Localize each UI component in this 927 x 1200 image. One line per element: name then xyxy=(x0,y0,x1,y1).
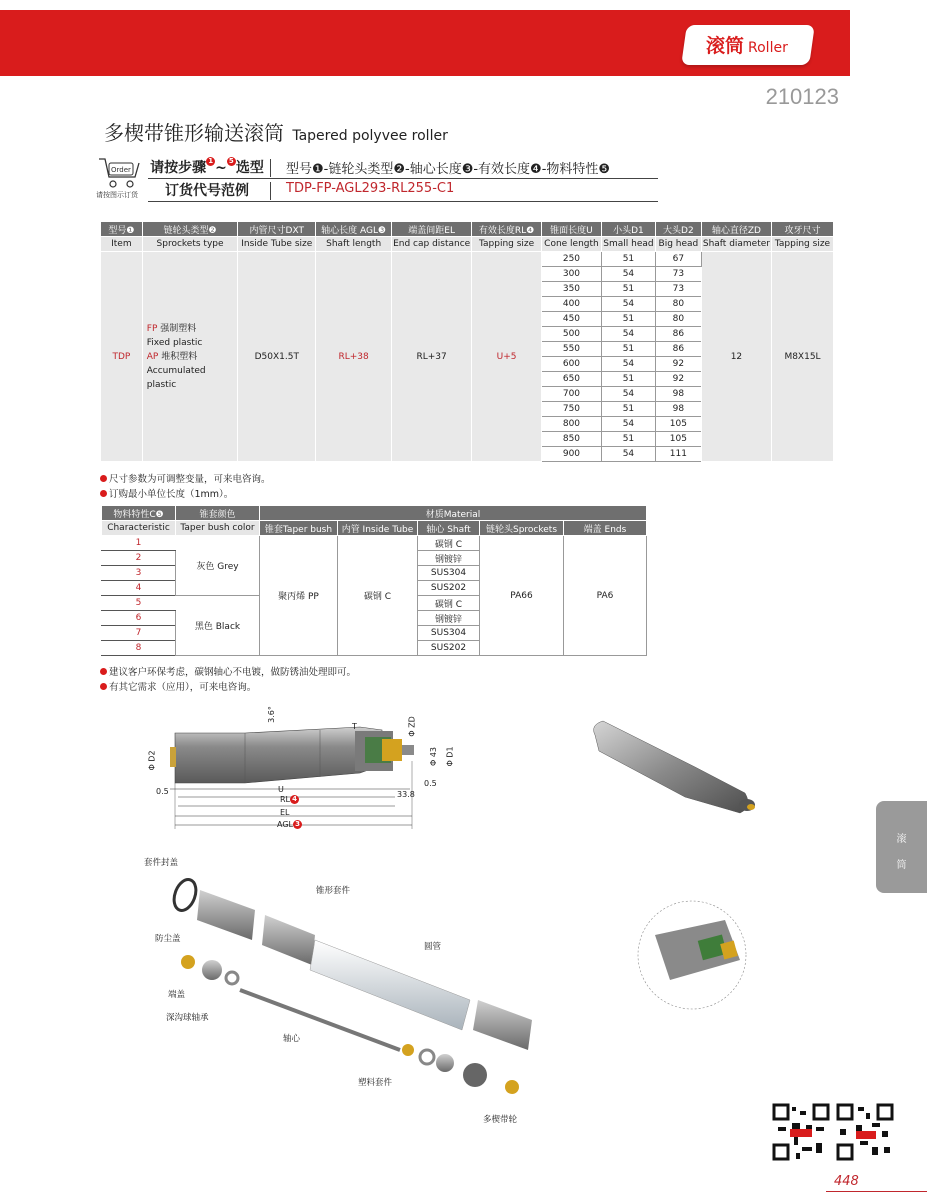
char-number: 3 xyxy=(102,566,176,581)
spec-header-en: Tapping size xyxy=(772,237,834,252)
shaft-material: 钢镀锌 xyxy=(418,611,480,626)
ends-material: PA6 xyxy=(564,536,647,656)
shaft-diameter-cell: 12 xyxy=(701,252,771,462)
note-item: 建议客户环保考虑，碳钢轴心不电镀，做防锈油处理即可。 xyxy=(100,664,356,679)
header-color: 锥套颜色 xyxy=(176,506,260,521)
catalog-code: 210123 xyxy=(765,84,839,109)
color-black: 黑色 Black xyxy=(176,596,260,656)
cone-length-cell: 550 xyxy=(541,342,601,357)
page-title: 多楔带锥形输送滚筒 Tapered polyvee roller xyxy=(104,121,448,145)
char-number: 2 xyxy=(102,551,176,566)
side-tab-text: 滚 筒 xyxy=(896,834,907,871)
part-label: 端盖 xyxy=(168,990,186,1000)
small-head-cell: 51 xyxy=(601,282,655,297)
dim-agl: AGL 3 xyxy=(277,820,302,829)
part-label: 多楔带轮 xyxy=(483,1115,518,1125)
dim-43: Φ 43 xyxy=(429,746,439,767)
dim-angle: 3.6° xyxy=(266,706,276,723)
dimension-drawing xyxy=(147,705,450,835)
spec-header-en: Sprockets type xyxy=(142,237,238,252)
cone-length-cell: 800 xyxy=(541,417,601,432)
big-head-cell: 92 xyxy=(655,372,701,387)
spec-header-cn: 锥面长度U xyxy=(541,222,601,237)
spec-header-cn: 轴心长度 AGL❸ xyxy=(316,222,392,237)
order-separator xyxy=(270,182,271,200)
page-number: 448 xyxy=(834,1174,859,1189)
spec-header-en: End cap distance xyxy=(392,237,472,252)
char-number: 8 xyxy=(102,641,176,656)
big-head-cell: 105 xyxy=(655,417,701,432)
spec-header-en: Shaft diameter xyxy=(701,237,771,252)
taper-bush-material: 聚丙烯 PP xyxy=(260,536,338,656)
shaft-material: 钢镀锌 xyxy=(418,551,480,566)
dim-d1: Φ D1 xyxy=(445,746,455,767)
small-head-cell: 54 xyxy=(601,357,655,372)
note-item: 订购最小单位长度（1mm）。 xyxy=(100,486,271,501)
spec-header-cn: 链轮头类型❷ xyxy=(142,222,238,237)
cone-length-cell: 850 xyxy=(541,432,601,447)
inside-tube-material: 碳钢 C xyxy=(338,536,418,656)
qr-code-icon[interactable] xyxy=(836,1103,894,1161)
roller-3d-image xyxy=(585,715,775,825)
spec-header-cn: 端盖间距EL xyxy=(392,222,472,237)
char-number: 1 xyxy=(102,536,176,551)
small-head-cell: 51 xyxy=(601,432,655,447)
dim-05-right: 0.5 xyxy=(424,779,437,788)
tapping-size-cell: M8X15L xyxy=(772,252,834,462)
small-head-cell: 51 xyxy=(601,342,655,357)
spec-header-cn: 攻牙尺寸 xyxy=(772,222,834,237)
cone-length-cell: 250 xyxy=(541,252,601,267)
part-label: 深沟球轴承 xyxy=(166,1013,209,1023)
shaft-material: SUS202 xyxy=(418,641,480,656)
dim-u: U xyxy=(278,785,284,794)
category-label: 滚筒 Roller xyxy=(706,35,788,57)
dim-33-8: 33.8 xyxy=(397,790,415,799)
cone-length-cell: 700 xyxy=(541,387,601,402)
header-color-en: Taper bush color xyxy=(176,521,260,536)
spec-header-cn: 大头D2 xyxy=(655,222,701,237)
order-example-row xyxy=(148,180,658,202)
shaft-material: 碳钢 C xyxy=(418,596,480,611)
part-label: 圆管 xyxy=(424,942,442,952)
part-label: 塑料套件 xyxy=(358,1078,393,1088)
cone-length-cell: 600 xyxy=(541,357,601,372)
side-tab[interactable] xyxy=(876,801,927,893)
cone-length-cell: 450 xyxy=(541,312,601,327)
cone-length-cell: 750 xyxy=(541,402,601,417)
spec-header-en: Inside Tube size xyxy=(238,237,316,252)
order-caption: 请按图示订货 xyxy=(96,191,138,199)
small-head-cell: 54 xyxy=(601,387,655,402)
part-label: 轴心 xyxy=(283,1034,301,1044)
dim-05-left: 0.5 xyxy=(156,787,169,796)
big-head-cell: 105 xyxy=(655,432,701,447)
item-cell: TDP xyxy=(101,252,143,462)
part-label: 套件封盖 xyxy=(144,858,179,868)
detail-zoom-image xyxy=(630,900,760,1010)
header-inside-tube: 内管 Inside Tube xyxy=(338,521,418,536)
cone-length-cell: 500 xyxy=(541,327,601,342)
part-label: 防尘盖 xyxy=(155,934,181,944)
big-head-cell: 80 xyxy=(655,297,701,312)
shaft-length-cell: RL+38 xyxy=(316,252,392,462)
dim-zd: Φ ZD xyxy=(407,716,417,737)
cone-length-cell: 400 xyxy=(541,297,601,312)
big-head-cell: 86 xyxy=(655,327,701,342)
color-grey: 灰色 Grey xyxy=(176,536,260,596)
small-head-cell: 51 xyxy=(601,252,655,267)
shaft-material: SUS202 xyxy=(418,581,480,596)
header-taper-bush: 锥套Taper bush xyxy=(260,521,338,536)
char-number: 5 xyxy=(102,596,176,611)
end-cap-cell: RL+37 xyxy=(392,252,472,462)
big-head-cell: 86 xyxy=(655,342,701,357)
big-head-cell: 98 xyxy=(655,402,701,417)
spec-header-en: Tapping size xyxy=(472,237,542,252)
big-head-cell: 73 xyxy=(655,267,701,282)
order-separator xyxy=(270,159,271,177)
small-head-cell: 54 xyxy=(601,267,655,282)
spec-header-cn: 型号❶ xyxy=(101,222,143,237)
spec-header-cn: 小头D1 xyxy=(601,222,655,237)
order-step-value: 型号❶-链轮头类型❷-轴心长度❸-有效长度❹-物料特性❺ xyxy=(286,162,611,177)
part-label: 锥形套件 xyxy=(316,886,351,896)
order-example-value: TDP-FP-AGL293-RL255-C1 xyxy=(286,181,455,196)
shaft-material: SUS304 xyxy=(418,626,480,641)
spec-header-en: Cone length xyxy=(541,237,601,252)
header-ends: 端盖 Ends xyxy=(564,521,647,536)
table-row xyxy=(101,252,834,267)
big-head-cell: 92 xyxy=(655,357,701,372)
shaft-material: 碳钢 C xyxy=(418,536,480,551)
small-head-cell: 54 xyxy=(601,327,655,342)
spec-header-cn: 内管尺寸DXT xyxy=(238,222,316,237)
material-table xyxy=(101,505,647,656)
dim-t: T xyxy=(352,722,357,731)
spec-header-en: Big head xyxy=(655,237,701,252)
big-head-cell: 98 xyxy=(655,387,701,402)
notes-spec xyxy=(100,471,271,501)
small-head-cell: 51 xyxy=(601,372,655,387)
header-characteristic: 物料特性C❺ xyxy=(102,506,176,521)
spec-header-cn: 轴心直径ZD xyxy=(701,222,771,237)
note-item: 尺寸参数为可调整变量，可来电咨询。 xyxy=(100,471,271,486)
page-number-underline xyxy=(826,1191,927,1192)
order-step-row xyxy=(148,157,658,179)
header-characteristic-en: Characteristic xyxy=(102,521,176,536)
spec-header-cn: 有效长度RL❹ xyxy=(472,222,542,237)
dim-el: EL xyxy=(280,808,290,817)
svg-text:Order: Order xyxy=(111,166,131,174)
small-head-cell: 51 xyxy=(601,312,655,327)
cone-length-cell: 900 xyxy=(541,447,601,462)
small-head-cell: 51 xyxy=(601,402,655,417)
order-example-label: 订货代号范例 xyxy=(165,183,249,199)
big-head-cell: 67 xyxy=(655,252,701,267)
big-head-cell: 73 xyxy=(655,282,701,297)
char-number: 7 xyxy=(102,626,176,641)
header-shaft: 轴心 Shaft xyxy=(418,521,480,536)
big-head-cell: 80 xyxy=(655,312,701,327)
cone-length-cell: 350 xyxy=(541,282,601,297)
notes-material xyxy=(100,664,356,694)
sprockets-material: PA66 xyxy=(480,536,564,656)
header-sprockets: 链轮头Sprockets xyxy=(480,521,564,536)
cone-length-cell: 650 xyxy=(541,372,601,387)
big-head-cell: 111 xyxy=(655,447,701,462)
tube-size-cell: D50X1.5T xyxy=(238,252,316,462)
char-number: 6 xyxy=(102,611,176,626)
small-head-cell: 54 xyxy=(601,417,655,432)
small-head-cell: 54 xyxy=(601,297,655,312)
spec-header-en: Item xyxy=(101,237,143,252)
header-material: 材质Material xyxy=(260,506,647,521)
spec-table xyxy=(100,221,834,462)
sprocket-type-cell: FP 强制塑料 Fixed plastic AP 堆积塑料 Accumulated plastic xyxy=(142,252,238,462)
effective-length-cell: U+5 xyxy=(472,252,542,462)
small-head-cell: 54 xyxy=(601,447,655,462)
qr-code-icon[interactable] xyxy=(772,1103,830,1161)
shaft-material: SUS304 xyxy=(418,566,480,581)
order-step-label: 请按步骤 1 ~ 5 选型 xyxy=(150,157,264,176)
cone-length-cell: 300 xyxy=(541,267,601,282)
note-item: 有其它需求（应用），可来电咨询。 xyxy=(100,679,356,694)
char-number: 4 xyxy=(102,581,176,596)
dim-rl: RL 4 xyxy=(280,795,299,804)
spec-header-en: Shaft length xyxy=(316,237,392,252)
dim-d2: Φ D2 xyxy=(147,750,157,771)
spec-header-en: Small head xyxy=(601,237,655,252)
